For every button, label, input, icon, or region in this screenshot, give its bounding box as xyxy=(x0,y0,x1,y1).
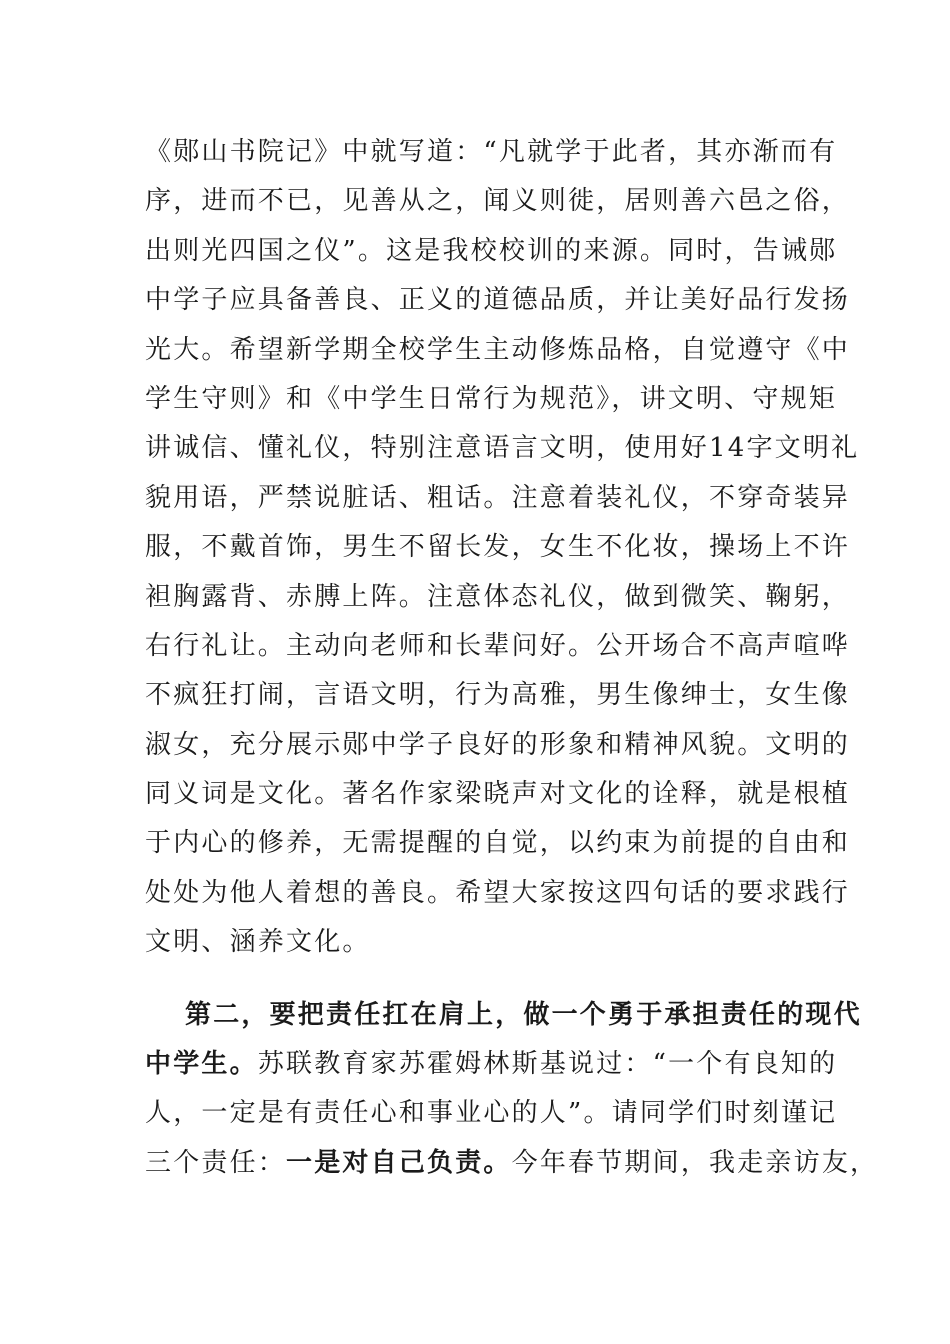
text-line: 出则光四国之仪”。这是我校校训的来源。同时，告诫郧 xyxy=(145,235,838,266)
text-line: 同义词是文化。著名作家梁晓声对文化的诠释，就是根植 xyxy=(145,779,851,810)
text-line: 貌用语，严禁说脏话、粗话。注意着装礼仪，不穿奇装异 xyxy=(145,482,851,513)
first-responsibility-heading: 一是对自己负责。 xyxy=(286,1147,512,1178)
story-start: 今年春节期间，我走亲访友， xyxy=(511,1147,879,1178)
section-heading-end: 中学生。 xyxy=(145,1049,258,1080)
text-line: 服，不戴首饰，男生不留长发，女生不化妆，操场上不许 xyxy=(145,532,851,563)
text-line: 讲诚信、懂礼仪，特别注意语言文明，使用好14字文明礼 xyxy=(145,433,860,464)
text-line: 中学子应具备善良、正义的道德品质，并让美好品行发扬 xyxy=(145,285,851,316)
quote-intro: 苏联教育家苏霍姆林斯基说过：“一个有良知的 xyxy=(257,1049,838,1080)
text-line: 文明、涵养文化。 xyxy=(145,927,371,958)
text-line: 右行礼让。主动向老师和长辈问好。公开场合不高声喧哗 xyxy=(145,630,851,661)
text-line xyxy=(145,1139,879,1188)
text-line xyxy=(145,1040,838,1089)
paragraph-campus-motto xyxy=(145,128,860,968)
paragraph-spacing xyxy=(145,968,815,991)
text-line: 处处为他人着想的善良。希望大家按这四句话的要求践行 xyxy=(145,877,851,908)
text-line: 不疯狂打闹，言语文明，行为高雅，男生像绅士，女生像 xyxy=(145,680,851,711)
section-heading-line: 第二，要把责任扛在肩上，做一个勇于承担责任的现代 xyxy=(185,999,862,1030)
text-line: 《郧山书院记》中就写道：“凡就学于此者，其亦渐而有 xyxy=(145,137,838,167)
list-intro: 三个责任： xyxy=(145,1147,287,1178)
text-line: 人，一定是有责任心和事业心的人”。请同学们时刻谨记 xyxy=(145,1098,838,1129)
text-line: 学生守则》和《中学生日常行为规范》，讲文明、守规矩 xyxy=(145,383,838,414)
text-line: 序，进而不已，见善从之，闻义则徙，居则善六邑之俗， xyxy=(145,186,851,217)
paragraph-responsibility xyxy=(145,991,879,1189)
text-line: 袒胸露背、赤膊上阵。注意体态礼仪，做到微笑、鞠躬， xyxy=(145,581,851,612)
text-line: 淑女，充分展示郧中学子良好的形象和精神风貌。文明的 xyxy=(145,729,851,760)
text-line: 于内心的修养，无需提醒的自觉，以约束为前提的自由和 xyxy=(145,828,851,859)
document-body xyxy=(145,128,879,1188)
text-line: 光大。希望新学期全校学生主动修炼品格，自觉遵守《中 xyxy=(145,334,851,365)
